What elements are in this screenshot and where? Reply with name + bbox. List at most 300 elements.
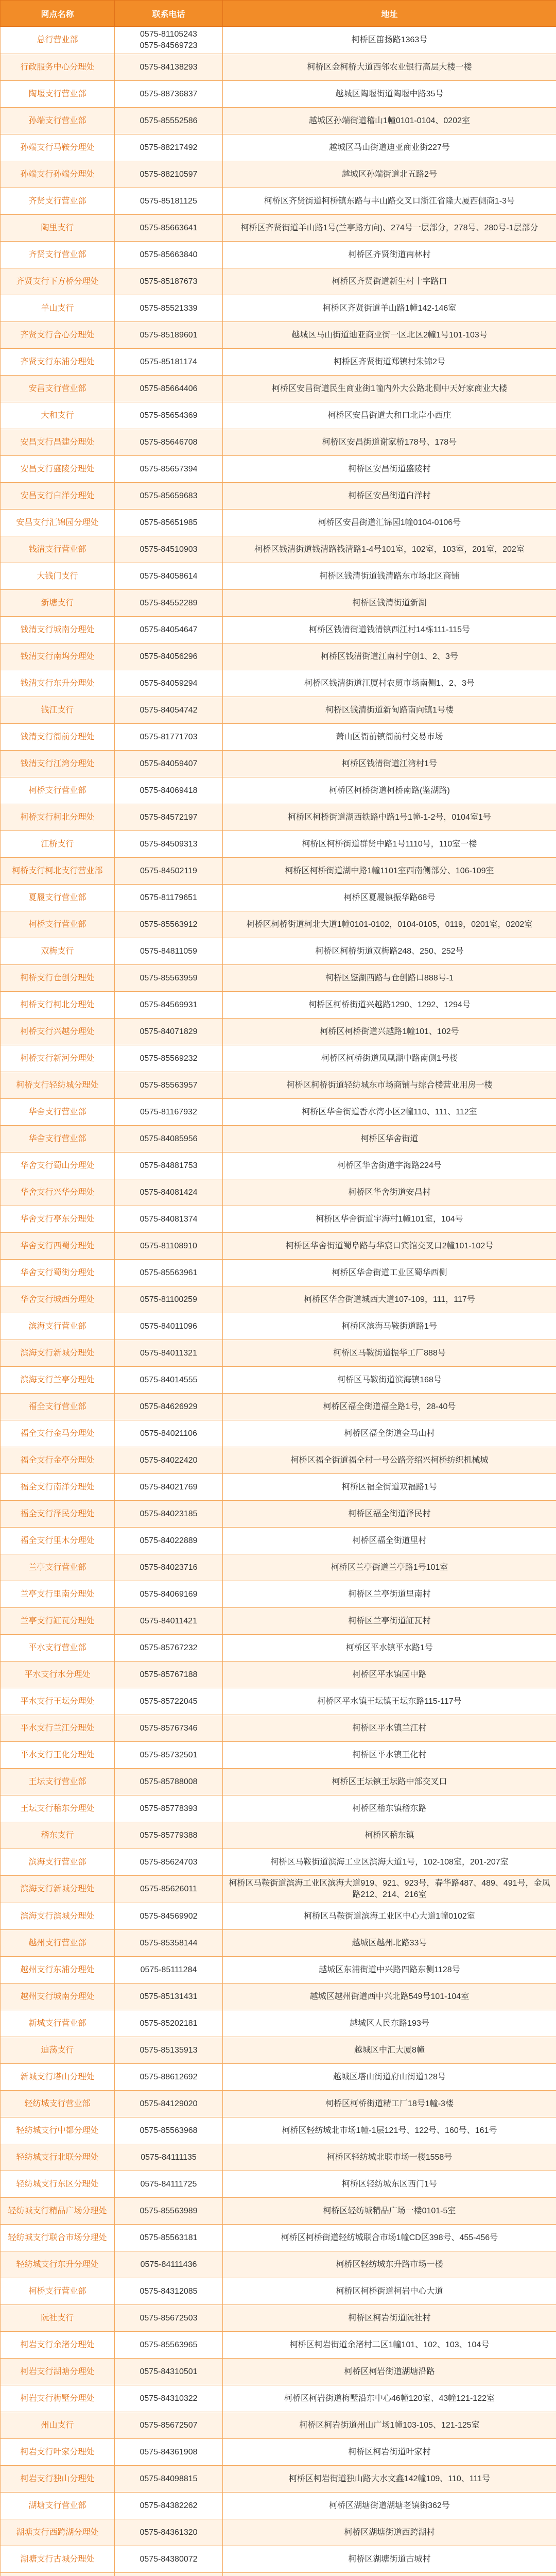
table-row <box>1 1072 556 1099</box>
phone-cell: 0575-84361320 <box>115 2519 223 2546</box>
address-cell: 柯桥区柯桥街道精工厂18号1幢-3楼 <box>223 2091 556 2117</box>
table-row <box>1 2385 556 2412</box>
address-cell: 柯桥区柯桥街道兴越路1幢101、102号 <box>223 1019 556 1045</box>
phone-cell: 0575-84071829 <box>115 1019 223 1045</box>
address-cell: 柯桥区华舍街道宇海路224号 <box>223 1153 556 1179</box>
branch-name-cell: 阮社支行 <box>1 2305 115 2332</box>
branch-name-cell: 越州支行东浦分理处 <box>1 1957 115 1984</box>
table-row <box>1 590 556 617</box>
branch-name-cell: 华舍支行兴华分理处 <box>1 1179 115 1206</box>
address-cell: 柯桥区兰亭街道缸瓦村 <box>223 1608 556 1635</box>
branch-name-cell: 柯桥支行柯北支行营业部 <box>1 858 115 885</box>
address-cell: 柯桥区钱清街道江厦村农贸市场南侧1、2、3号 <box>223 670 556 697</box>
phone-cell: 0575-84054742 <box>115 697 223 724</box>
phone-cell: 0575-84502119 <box>115 858 223 885</box>
table-row <box>1 643 556 670</box>
phone-cell: 0575-85358144 <box>115 1930 223 1957</box>
phone-cell: 0575-84059294 <box>115 670 223 697</box>
branch-name-cell: 华舍支行城西分理处 <box>1 1286 115 1313</box>
table-row <box>1 1313 556 1340</box>
table-row <box>1 1903 556 1930</box>
table-row <box>1 2037 556 2064</box>
table-row <box>1 697 556 724</box>
address-cell: 柯桥区福全街道里村 <box>223 1528 556 1554</box>
table-row <box>1 402 556 429</box>
table-row <box>1 1206 556 1233</box>
table-row <box>1 54 556 81</box>
table-row <box>1 2466 556 2493</box>
phone-cell: 0575-84811059 <box>115 938 223 965</box>
phone-cell: 0575-84059407 <box>115 751 223 777</box>
branch-name-cell: 轻纺城支行东升分理处 <box>1 2251 115 2278</box>
phone-cell: 0575-84111436 <box>115 2251 223 2278</box>
branch-name-cell: 轻纺城支行精品广场分理处 <box>1 2198 115 2225</box>
table-row <box>1 563 556 590</box>
table-row <box>1 376 556 402</box>
phone-cell: 0575-84138293 <box>115 54 223 81</box>
branch-name-cell: 孙端支行营业部 <box>1 108 115 134</box>
address-cell: 柯桥区兰亭街道里南村 <box>223 1581 556 1608</box>
branch-name-cell: 行政服务中心分理处 <box>1 54 115 81</box>
address-cell: 柯桥区夏履镇振华路68号 <box>223 885 556 911</box>
branch-name-cell: 平水支行王坛分理处 <box>1 1688 115 1715</box>
phone-cell: 0575-85767188 <box>115 1662 223 1688</box>
table-row <box>1 858 556 885</box>
branch-name-cell: 安昌支行汇锦园分理处 <box>1 510 115 536</box>
address-cell: 柯桥区轻纺城北市场1幢-1层121号、122号、160号、161号 <box>223 2117 556 2144</box>
address-cell: 柯桥区华舍街道香水湾小区2幢110、111、112室 <box>223 1099 556 1126</box>
phone-cell: 0575-84572197 <box>115 804 223 831</box>
address-cell: 柯桥区安昌街道白洋村 <box>223 483 556 510</box>
phone-cell: 0575-88217492 <box>115 134 223 161</box>
branch-name-cell: 羊山支行 <box>1 295 115 322</box>
table-row <box>1 885 556 911</box>
branch-name-cell: 柯桥支行轻纺城分理处 <box>1 1072 115 1099</box>
phone-cell: 0575-84509313 <box>115 831 223 858</box>
phone-cell: 0575-81179651 <box>115 885 223 911</box>
address-cell: 柯桥区华舍街道蜀阜路与华宸口宾馆交叉口2幢101-102号 <box>223 1233 556 1260</box>
branch-name-cell: 福全支行泽民分理处 <box>1 1501 115 1528</box>
table-row <box>1 1474 556 1501</box>
phone-cell: 0575-85563912 <box>115 911 223 938</box>
header-phone: 联系电话 <box>115 1 223 27</box>
table-row <box>1 429 556 456</box>
address-cell: 柯桥区钱清街道钱清路钱清路1-4号101室，102室，103室，201室，202室 <box>223 536 556 563</box>
table-row <box>1 215 556 242</box>
table-row <box>1 108 556 134</box>
table-row <box>1 2573 556 2576</box>
address-cell: 柯桥区平水镇兰江村 <box>223 1715 556 1742</box>
table-row <box>1 1849 556 1876</box>
address-cell: 柯桥区轻纺城东升路市场一楼 <box>223 2251 556 2278</box>
branch-name-cell: 柯岩支行湖塘分理处 <box>1 2359 115 2385</box>
phone-cell: 0575-84022889 <box>115 1528 223 1554</box>
address-cell: 柯桥区齐贤街道羊山路1号(兰亭路方向)、274号一层部分，278号、280号-1层部分 <box>223 215 556 242</box>
phone-cell: 0575-85135913 <box>115 2037 223 2064</box>
table-row <box>1 1715 556 1742</box>
table-row <box>1 1957 556 1984</box>
phone-cell: 0575-84098815 <box>115 2466 223 2493</box>
address-cell: 柯桥区齐贤街道南林村 <box>223 242 556 268</box>
phone-cell: 0575-85521339 <box>115 295 223 322</box>
branch-name-cell: 柯桥支行兴越分理处 <box>1 1019 115 1045</box>
address-cell: 越城区东浦街道中兴路四路东侧1128号 <box>223 1957 556 1984</box>
address-cell: 柯桥区马鞍街道振华工厂888号 <box>223 1340 556 1367</box>
branch-name-cell: 柯桥支行营业部 <box>1 777 115 804</box>
table-row <box>1 2305 556 2332</box>
phone-cell: 0575-81771703 <box>115 724 223 751</box>
address-cell: 柯桥区平水镇园中路 <box>223 1662 556 1688</box>
table-row <box>1 938 556 965</box>
address-cell: 柯桥区华舍街道安昌村 <box>223 1179 556 1206</box>
branch-name-cell: 华舍支行亭东分理处 <box>1 1206 115 1233</box>
address-cell: 柯桥区钱清街道江南村宁创1、2、3号 <box>223 643 556 670</box>
branch-name-cell: 安昌支行盛陵分理处 <box>1 456 115 483</box>
phone-cell: 0575-84129020 <box>115 2091 223 2117</box>
table-row <box>1 1447 556 1474</box>
table-row <box>1 2064 556 2091</box>
branch-name-cell: 齐贤支行营业部 <box>1 242 115 268</box>
address-cell: 柯桥区齐贤街道新生村十字路口 <box>223 268 556 295</box>
table-row <box>1 911 556 938</box>
address-cell: 柯桥区钱清街道新甸路南向镇1号楼 <box>223 697 556 724</box>
address-cell: 柯桥区滨海马鞍街道路1号 <box>223 1313 556 1340</box>
phone-cell: 0575-84310501 <box>115 2359 223 2385</box>
address-cell: 柯桥区柯桥街道群贤中路1号1110号，110室一楼 <box>223 831 556 858</box>
table-row <box>1 1795 556 1822</box>
branch-name-cell: 兰亭支行缸瓦分理处 <box>1 1608 115 1635</box>
address-cell: 柯桥区金柯桥大道西邻农业银行高层大楼一楼 <box>223 54 556 81</box>
phone-cell: 0575-85663641 <box>115 215 223 242</box>
phone-cell: 0575-85131431 <box>115 1984 223 2010</box>
address-cell: 柯桥区柯桥街道柯桥南路(鉴湖路) <box>223 777 556 804</box>
header-branch-name: 网点名称 <box>1 1 115 27</box>
phone-cell: 0575-85569232 <box>115 1045 223 1072</box>
table-row <box>1 1420 556 1447</box>
phone-cell: 0575-85563961 <box>115 1260 223 1286</box>
table-row <box>1 242 556 268</box>
address-cell: 柯桥区湖塘街道湖塘老镇街362号 <box>223 2493 556 2519</box>
phone-cell: 0575-84021106 <box>115 1420 223 1447</box>
branch-name-cell: 柯桥支行新河分理处 <box>1 1045 115 1072</box>
phone-cell: 0575-85181125 <box>115 188 223 215</box>
table-row <box>1 1126 556 1153</box>
header-address: 地址 <box>223 1 556 27</box>
address-cell: 柯桥区马鞍街道滨海工业区滨海大道1号，102-108室，201-207室 <box>223 1849 556 1876</box>
address-cell: 越城区塔山街道府山街道128号 <box>223 2064 556 2091</box>
address-cell: 柯桥区柯岩街道阮社村 <box>223 2305 556 2332</box>
address-cell: 越城区越州街道西中兴北路549号101-104室 <box>223 1984 556 2010</box>
address-cell: 柯桥区轻纺城北联市场一楼1558号 <box>223 2144 556 2171</box>
branch-name-cell: 福全支行金亭分理处 <box>1 1447 115 1474</box>
phone-cell: 0575-88612692 <box>115 2064 223 2091</box>
address-cell: 越城区人民东路193号 <box>223 2010 556 2037</box>
table-row <box>1 2251 556 2278</box>
table-row <box>1 1984 556 2010</box>
table-row <box>1 831 556 858</box>
address-cell: 柯桥区安昌街道大和口北岸小西庄 <box>223 402 556 429</box>
table-row <box>1 1045 556 1072</box>
branch-name-cell: 湖塘支行古城分理处 <box>1 2546 115 2573</box>
branch-name-cell: 迪荡支行 <box>1 2037 115 2064</box>
table-row <box>1 322 556 349</box>
table-row <box>1 2359 556 2385</box>
phone-cell: 0575-84111135 <box>115 2144 223 2171</box>
branch-name-cell: 兰亭支行里南分理处 <box>1 1581 115 1608</box>
table-row <box>1 992 556 1019</box>
phone-cell: 0575-84014555 <box>115 1367 223 1394</box>
branch-name-cell: 钱清支行东升分理处 <box>1 670 115 697</box>
table-row <box>1 1019 556 1045</box>
address-cell: 萧山区衙前镇衙前村交易市场 <box>223 724 556 751</box>
table-row <box>1 536 556 563</box>
phone-cell: 0575-84021769 <box>115 1474 223 1501</box>
phone-cell: 0575-85111284 <box>115 1957 223 1984</box>
branch-name-cell <box>1 2573 115 2576</box>
table-row <box>1 2493 556 2519</box>
branch-name-cell: 滨海支行营业部 <box>1 1313 115 1340</box>
table-row <box>1 1501 556 1528</box>
address-cell: 柯桥区福全街道福全路1号，28-40号 <box>223 1394 556 1420</box>
address-cell: 柯桥区轻纺城东区西门1号 <box>223 2171 556 2198</box>
branch-name-cell: 柯岩支行叶家分理处 <box>1 2439 115 2466</box>
branch-name-cell: 总行营业部 <box>1 27 115 54</box>
phone-cell: 0575-85722045 <box>115 1688 223 1715</box>
branch-name-cell: 轻纺城支行联合市场分理处 <box>1 2225 115 2251</box>
phone-cell: 0575-84569902 <box>115 1903 223 1930</box>
phone-cell: 0575-81100259 <box>115 1286 223 1313</box>
address-cell: 柯桥区华舍街道 <box>223 1126 556 1153</box>
address-cell: 柯桥区柯桥街道双梅路248、250、252号 <box>223 938 556 965</box>
branch-name-cell: 齐贤支行合心分理处 <box>1 322 115 349</box>
phone-cell: 0575-85187673 <box>115 268 223 295</box>
phone-cell: 0575-84310322 <box>115 2385 223 2412</box>
address-cell: 柯桥区湖塘街道西跨湖村 <box>223 2519 556 2546</box>
phone-cell: 0575-85767346 <box>115 1715 223 1742</box>
branch-name-cell: 平水支行兰江分理处 <box>1 1715 115 1742</box>
address-cell: 柯桥区钱清街道江湾村1号 <box>223 751 556 777</box>
branch-name-cell: 新城支行塔山分理处 <box>1 2064 115 2091</box>
branch-name-cell: 柯桥支行柯北分理处 <box>1 992 115 1019</box>
branch-name-cell: 轻纺城支行东区分理处 <box>1 2171 115 2198</box>
address-cell: 柯桥区柯岩街道叶家村 <box>223 2439 556 2466</box>
address-cell: 柯桥区柯桥街道湖中路1幢1101室西南侧部分、106-109室 <box>223 858 556 885</box>
table-row <box>1 804 556 831</box>
phone-cell: 0575-84011096 <box>115 1313 223 1340</box>
phone-cell: 0575-85651985 <box>115 510 223 536</box>
branch-name-cell: 柯桥支行营业部 <box>1 2278 115 2305</box>
branch-name-cell: 孙端支行马鞍分理处 <box>1 134 115 161</box>
phone-cell <box>115 2573 223 2576</box>
table-row <box>1 2278 556 2305</box>
phone-cell: 0575-85767232 <box>115 1635 223 1662</box>
branch-name-cell: 湖塘支行营业部 <box>1 2493 115 2519</box>
phone-cell: 0575-85663840 <box>115 242 223 268</box>
phone-cell: 0575-84023716 <box>115 1554 223 1581</box>
table-row <box>1 1688 556 1715</box>
branch-name-cell: 钱清支行营业部 <box>1 536 115 563</box>
address-cell: 柯桥区齐贤街道柯桥镇东路与丰山路交叉口浙江省隆大厦西侧商1-3号 <box>223 188 556 215</box>
branch-name-cell: 陶堰支行营业部 <box>1 81 115 108</box>
phone-cell: 0575-84312085 <box>115 2278 223 2305</box>
branch-name-cell: 齐贤支行下方桥分理处 <box>1 268 115 295</box>
table-row <box>1 483 556 510</box>
table-row <box>1 2412 556 2439</box>
phone-cell: 0575-85778393 <box>115 1795 223 1822</box>
phone-cell: 0575-84382262 <box>115 2493 223 2519</box>
address-cell: 柯桥区柯桥街道柯北大道1幢0101-0102，0104-0105，0119，0201室，0202室 <box>223 911 556 938</box>
table-row <box>1 2117 556 2144</box>
branch-name-cell: 滨海支行新城分理处 <box>1 1340 115 1367</box>
table-row <box>1 134 556 161</box>
address-cell: 柯桥区马鞍街道滨海工业区滨海大道919、921、923号，春华路487、489、491号，金凤路212、214、216室 <box>223 1876 556 1903</box>
address-cell: 柯桥区安昌街道民生商业街1幢内外大公路北侧中天好家商业大楼 <box>223 376 556 402</box>
table-row <box>1 1608 556 1635</box>
branch-name-cell: 柯岩支行余渚分理处 <box>1 2332 115 2359</box>
address-cell <box>223 2573 556 2576</box>
table-row <box>1 81 556 108</box>
phone-cell: 0575-85181174 <box>115 349 223 376</box>
address-cell: 柯桥区福全街道泽民村 <box>223 1501 556 1528</box>
branch-name-cell: 安昌支行白洋分理处 <box>1 483 115 510</box>
address-cell: 柯桥区柯桥街道轻纺城东市场商铺与综合楼营业用房一楼 <box>223 1072 556 1099</box>
table-row <box>1 1554 556 1581</box>
table-row <box>1 670 556 697</box>
phone-cell: 0575-85624703 <box>115 1849 223 1876</box>
address-cell: 柯桥区柯岩街道梅墅沿东中心46幢120室、43幢121-122室 <box>223 2385 556 2412</box>
table-row <box>1 965 556 992</box>
branch-name-cell: 华舍支行营业部 <box>1 1099 115 1126</box>
phone-cell: 0575-85672507 <box>115 2412 223 2439</box>
branch-name-cell: 稽东支行 <box>1 1822 115 1849</box>
address-cell: 越城区马山街道迪亚商业街一区北区2幢1号101-103号 <box>223 322 556 349</box>
table-row <box>1 1286 556 1313</box>
phone-cell: 0575-84626929 <box>115 1394 223 1420</box>
branch-name-cell: 钱江支行 <box>1 697 115 724</box>
phone-cell: 0575-84510903 <box>115 536 223 563</box>
address-cell: 柯桥区柯桥街道兴越路1290、1292、1294号 <box>223 992 556 1019</box>
table-row <box>1 268 556 295</box>
address-cell: 柯桥区钱清街道新湖 <box>223 590 556 617</box>
branch-name-cell: 柯岩支行梅墅分理处 <box>1 2385 115 2412</box>
phone-cell: 0575-85657394 <box>115 456 223 483</box>
branch-name-cell: 安昌支行营业部 <box>1 376 115 402</box>
phone-cell: 0575-84085956 <box>115 1126 223 1153</box>
table-row <box>1 1153 556 1179</box>
phone-cell: 0575-81108910 <box>115 1233 223 1260</box>
address-cell: 柯桥区安昌街道谢家桥178号、178号 <box>223 429 556 456</box>
address-cell: 越城区马山街道迪亚商业街227号 <box>223 134 556 161</box>
branch-name-cell: 滨海支行兰亭分理处 <box>1 1367 115 1394</box>
branch-name-cell: 钱清支行城南分理处 <box>1 617 115 643</box>
phone-cell: 0575-84552289 <box>115 590 223 617</box>
address-cell: 柯桥区柯桥街道湖西铁路中路1号1幢-1-2号，0104室1号 <box>223 804 556 831</box>
address-cell: 柯桥区平水镇王坛镇王坛东路115-117号 <box>223 1688 556 1715</box>
address-cell: 柯桥区福全街道双福路1号 <box>223 1474 556 1501</box>
branch-name-cell: 大钱门支行 <box>1 563 115 590</box>
phone-cell: 0575-84058614 <box>115 563 223 590</box>
phone-cell: 0575-85563968 <box>115 2117 223 2144</box>
table-row <box>1 2010 556 2037</box>
phone-cell: 0575-85563959 <box>115 965 223 992</box>
phone-cell: 0575-85563181 <box>115 2225 223 2251</box>
table-row <box>1 161 556 188</box>
branch-name-cell: 越州支行营业部 <box>1 1930 115 1957</box>
branch-name-cell: 新城支行营业部 <box>1 2010 115 2037</box>
phone-cell: 0575-84361908 <box>115 2439 223 2466</box>
branch-name-cell: 陶里支行 <box>1 215 115 242</box>
address-cell: 越城区中汇大厦8幢 <box>223 2037 556 2064</box>
phone-cell: 0575-84069418 <box>115 777 223 804</box>
address-cell: 柯桥区安昌街道盛陵村 <box>223 456 556 483</box>
table-row <box>1 1528 556 1554</box>
branch-name-cell: 福全支行南洋分理处 <box>1 1474 115 1501</box>
branch-name-cell: 轻纺城支行北联分理处 <box>1 2144 115 2171</box>
branch-name-cell: 柯岩支行独山分理处 <box>1 2466 115 2493</box>
table-row <box>1 2439 556 2466</box>
table-row <box>1 1581 556 1608</box>
table-row <box>1 2519 556 2546</box>
phone-cell: 0575-84081424 <box>115 1179 223 1206</box>
phone-cell: 0575-85202181 <box>115 2010 223 2037</box>
table-row <box>1 1340 556 1367</box>
phone-cell: 0575-84069169 <box>115 1581 223 1608</box>
table-row <box>1 1876 556 1903</box>
table-row <box>1 1179 556 1206</box>
table-row <box>1 1260 556 1286</box>
phone-cell: 0575-84023185 <box>115 1501 223 1528</box>
phone-cell: 0575-84111725 <box>115 2171 223 2198</box>
phone-cell: 0575-81105243 0575-84569723 <box>115 27 223 54</box>
branch-name-cell: 安昌支行昌建分理处 <box>1 429 115 456</box>
phone-cell: 0575-85563989 <box>115 2198 223 2225</box>
table-row <box>1 2546 556 2573</box>
address-cell: 柯桥区轻纺城精品广场一楼0101-5室 <box>223 2198 556 2225</box>
phone-cell: 0575-84054647 <box>115 617 223 643</box>
table-row <box>1 1822 556 1849</box>
table-row <box>1 2091 556 2117</box>
address-cell: 柯桥区钱清街道钱清镇西江村14栋111-115号 <box>223 617 556 643</box>
address-cell: 柯桥区湖塘街道古城村 <box>223 2546 556 2573</box>
table-row <box>1 724 556 751</box>
branch-name-cell: 平水支行王化分理处 <box>1 1742 115 1769</box>
branch-name-cell: 平水支行水分理处 <box>1 1662 115 1688</box>
table-row <box>1 2332 556 2359</box>
table-row <box>1 2225 556 2251</box>
branch-name-cell: 孙端支行孙端分理处 <box>1 161 115 188</box>
address-cell: 柯桥区马鞍街道滨海工业区中心大道1幢0102室 <box>223 1903 556 1930</box>
address-cell: 柯桥区安昌街道汇锦园1幢0104-0106号 <box>223 510 556 536</box>
address-cell: 柯桥区柯桥街道柯岩中心大道 <box>223 2278 556 2305</box>
branch-name-cell: 福全支行营业部 <box>1 1394 115 1420</box>
branch-name-cell: 柯桥支行仓创分理处 <box>1 965 115 992</box>
phone-cell: 0575-85664406 <box>115 376 223 402</box>
phone-cell: 0575-85788008 <box>115 1769 223 1795</box>
phone-cell: 0575-84022420 <box>115 1447 223 1474</box>
address-cell: 越城区陶堰街道陶堰中路35号 <box>223 81 556 108</box>
table-row <box>1 456 556 483</box>
phone-cell: 0575-88210597 <box>115 161 223 188</box>
phone-cell: 0575-84569931 <box>115 992 223 1019</box>
branch-name-cell: 王坛支行营业部 <box>1 1769 115 1795</box>
address-cell: 柯桥区稽东镇 <box>223 1822 556 1849</box>
branch-name-cell: 湖塘支行西跨湖分理处 <box>1 2519 115 2546</box>
address-cell: 越城区孙端街道稽山1幢0101-0104、0202室 <box>223 108 556 134</box>
table-row <box>1 1635 556 1662</box>
branch-name-cell: 州山支行 <box>1 2412 115 2439</box>
branch-name-cell: 钱清支行南坞分理处 <box>1 643 115 670</box>
branch-name-cell: 福全支行金马分理处 <box>1 1420 115 1447</box>
